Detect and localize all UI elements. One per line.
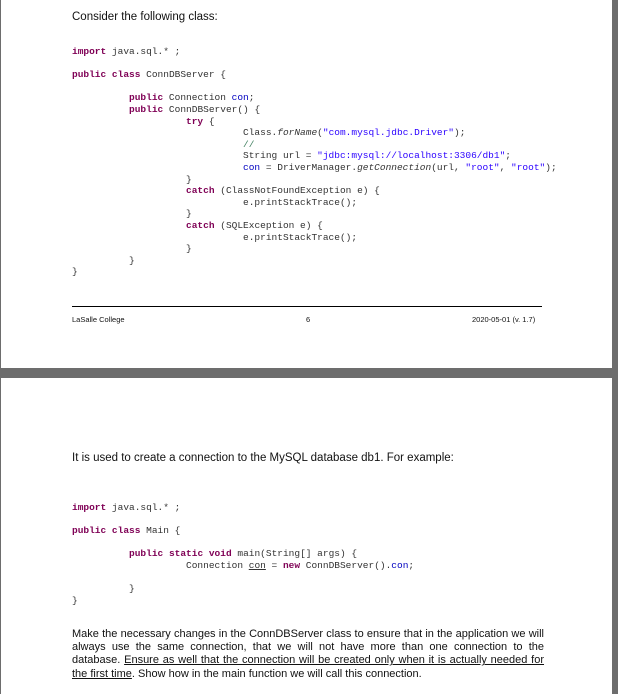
code-block-connDBServer — [72, 46, 557, 278]
code-keyword: catch — [186, 219, 215, 231]
code-text: Connection — [163, 92, 232, 104]
code-keyword: public — [129, 92, 164, 104]
document-page-6 — [1, 0, 612, 368]
code-comment: // — [243, 138, 255, 150]
code-text: = — [265, 559, 283, 571]
code-keyword: public — [72, 69, 107, 81]
code-text: } — [129, 583, 135, 595]
footer-page-number: 6 — [306, 315, 311, 324]
code-text: } — [72, 266, 78, 278]
code-text: main(String[] args) { — [231, 548, 358, 560]
code-keyword: void — [208, 548, 232, 560]
code-keyword: class — [111, 69, 141, 81]
code-field: con — [243, 161, 261, 173]
code-variable: con — [248, 559, 266, 571]
code-text: ConnDBServer() { — [163, 103, 261, 115]
code-text: } — [186, 243, 192, 255]
code-text: } — [72, 594, 78, 606]
code-text: Connection — [186, 559, 249, 571]
code-text: { — [203, 115, 215, 127]
footer-date-version: 2020-05-01 (v. 1.7) — [472, 315, 536, 324]
code-field: con — [231, 92, 249, 104]
code-keyword: public — [129, 548, 164, 560]
code-keyword: try — [186, 115, 204, 127]
intro-text: Consider the following class: — [72, 11, 218, 23]
code-text: (SQLException e) { — [214, 219, 323, 231]
code-text: (ClassNotFoundException e) { — [214, 185, 380, 197]
code-string: "com.mysql.jdbc.Driver" — [322, 127, 454, 139]
code-keyword: class — [111, 525, 141, 537]
code-block-main — [72, 502, 414, 606]
code-text: ); — [454, 127, 466, 139]
footer-left: LaSalle College — [72, 315, 125, 324]
code-text: ; — [505, 150, 511, 162]
code-text: ConnDBServer { — [140, 69, 226, 81]
paragraph-underlined-text: Ensure as well that the connection will be created only when it is actually needed for the first time — [72, 654, 545, 680]
code-text: Main { — [140, 525, 181, 537]
code-keyword: public — [129, 103, 164, 115]
code-text: (url, — [431, 161, 466, 173]
exercise-paragraph — [72, 628, 544, 681]
code-string: "jdbc:mysql://localhost:3306/db1" — [317, 150, 506, 162]
code-text: e.printStackTrace(); — [243, 231, 358, 243]
code-keyword: import — [72, 46, 107, 57]
code-text: = DriverManager. — [260, 161, 358, 173]
code-text: , — [499, 161, 512, 173]
code-text: } — [129, 254, 135, 266]
code-text: java.sql.* ; — [106, 46, 181, 57]
code-text: } — [186, 208, 192, 220]
code-method: getConnection — [357, 161, 432, 173]
paragraph-text: Make the necessary changes in the ConnDBServer class to ensure that in the application we will always use the same connection, that we will not have more than one connection to the database. — [72, 628, 544, 667]
code-text: ( — [317, 127, 323, 139]
code-string: "root" — [511, 161, 546, 173]
code-keyword: new — [282, 559, 301, 571]
code-field: con — [391, 559, 409, 571]
code-text: java.sql.* ; — [106, 502, 181, 513]
code-keyword: public — [72, 525, 107, 537]
paragraph-text: . Show how in the main function we will call this connection. — [131, 667, 422, 680]
code-text: ; — [408, 559, 415, 571]
code-text: Class. — [243, 127, 278, 139]
code-text: ConnDBServer(). — [300, 559, 392, 571]
footer-rule — [72, 306, 542, 307]
code-text: } — [186, 173, 192, 185]
code-text: ); — [545, 161, 557, 173]
code-text: e.printStackTrace(); — [243, 196, 358, 208]
code-keyword: catch — [186, 185, 215, 197]
document-page-7 — [1, 378, 612, 694]
code-keyword: import — [72, 502, 107, 513]
code-keyword: static — [168, 548, 204, 560]
code-method: forName — [277, 127, 318, 139]
intro-text: It is used to create a connection to the MySQL database db1. For example: — [72, 452, 454, 464]
code-string: "root" — [465, 161, 500, 173]
code-text: ; — [248, 92, 255, 104]
code-text: String url = — [243, 150, 318, 162]
